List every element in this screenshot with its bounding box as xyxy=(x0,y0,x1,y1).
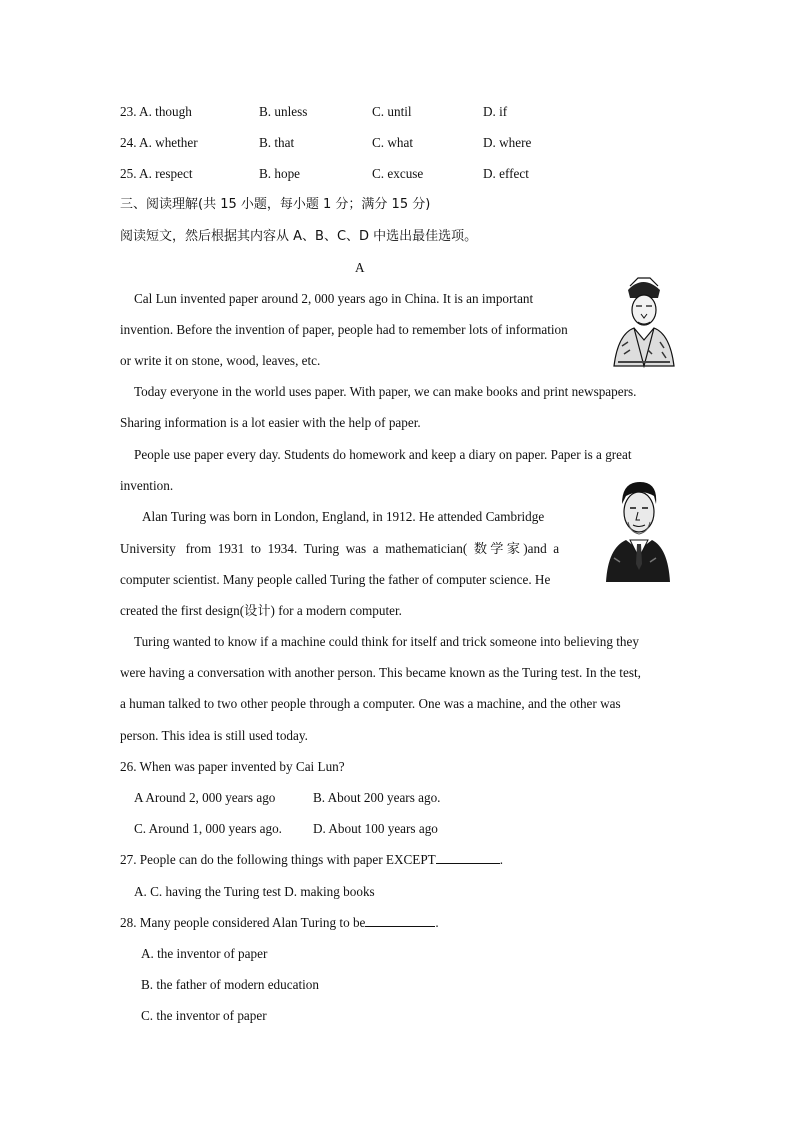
question-27-text: 27. People can do the following things with paper EXCEPT xyxy=(120,852,436,867)
passage-line: a human talked to two other people through a computer. One was a machine, and the other was xyxy=(120,696,621,711)
passage-line: Cal Lun invented paper around 2, 000 years ago in China. It is an important xyxy=(134,291,534,306)
question-26-stem: 26. When was paper invented by Cai Lun? xyxy=(120,759,345,774)
section-heading: 三、阅读理解(共 15 小题，每小题 1 分；满分 15 分) xyxy=(120,197,431,212)
option-b: B. unless xyxy=(259,104,308,119)
question-28-end: . xyxy=(435,915,439,930)
option-c: C. until xyxy=(372,104,412,119)
question-28-option-a: A. the inventor of paper xyxy=(141,946,268,961)
instructions: 阅读短文，然后根据其内容从 A、B、C、D 中选出最佳选项。 xyxy=(120,229,478,244)
question-27-end: . xyxy=(499,852,504,867)
question-26-option-c: C. Around 1, 000 years ago. xyxy=(134,821,282,836)
option-b: B. hope xyxy=(259,166,301,181)
question-28-option-c: C. the inventor of paper xyxy=(141,1008,267,1023)
option-a: 25. A. respect xyxy=(120,166,193,181)
passage-line: University from 1931 to 1934. Turing was a mathematician( 数 学 家 )and a xyxy=(120,541,560,556)
passage-line: People use paper every day. Students do homework and keep a diary on paper. Paper is a great xyxy=(134,447,632,462)
answer-blank xyxy=(436,851,500,864)
option-a: 23. A. though xyxy=(120,104,192,119)
passage-label: A xyxy=(355,260,365,275)
passage-line: computer scientist. Many people called Turing the father of computer science. He xyxy=(120,572,551,587)
passage-line: created the first design(设计) for a modern computer. xyxy=(120,603,402,618)
question-26-option-b: B. About 200 years ago. xyxy=(313,790,441,805)
option-d: D. where xyxy=(483,135,532,150)
option-b: B. that xyxy=(259,135,295,150)
passage-line: person. This idea is still used today. xyxy=(120,728,308,743)
passage-line: Alan Turing was born in London, England, in 1912. He attended Cambridge xyxy=(142,509,545,524)
question-27-options: A. C. having the Turing test D. making books xyxy=(134,884,375,899)
passage-line: Today everyone in the world uses paper. With paper, we can make books and print newspapers. xyxy=(134,384,637,399)
alan-turing-portrait xyxy=(604,478,672,582)
passage-line: invention. xyxy=(120,478,174,493)
option-c: C. what xyxy=(372,135,414,150)
question-26-option-d: D. About 100 years ago xyxy=(313,821,438,836)
question-28-option-b: B. the father of modern education xyxy=(141,977,319,992)
passage-line: or write it on stone, wood, leaves, etc. xyxy=(120,353,321,368)
passage-line: Turing wanted to know if a machine could think for itself and trick someone into believing they xyxy=(134,634,639,649)
passage-line: were having a conversation with another person. This became known as the Turing test. In the test, xyxy=(120,665,641,680)
option-d: D. effect xyxy=(483,166,529,181)
option-a: 24. A. whether xyxy=(120,135,198,150)
cai-lun-portrait xyxy=(608,276,678,368)
passage-line: invention. Before the invention of paper, people had to remember lots of information xyxy=(120,322,568,337)
question-26-option-a: A Around 2, 000 years ago xyxy=(134,790,276,805)
question-28-text: 28. Many people considered Alan Turing to be xyxy=(120,915,366,930)
option-c: C. excuse xyxy=(372,166,424,181)
passage-line: Sharing information is a lot easier with the help of paper. xyxy=(120,415,421,430)
option-d: D. if xyxy=(483,104,508,119)
answer-blank xyxy=(365,914,435,927)
question-28-stem xyxy=(120,914,439,932)
question-27-stem xyxy=(120,851,503,869)
